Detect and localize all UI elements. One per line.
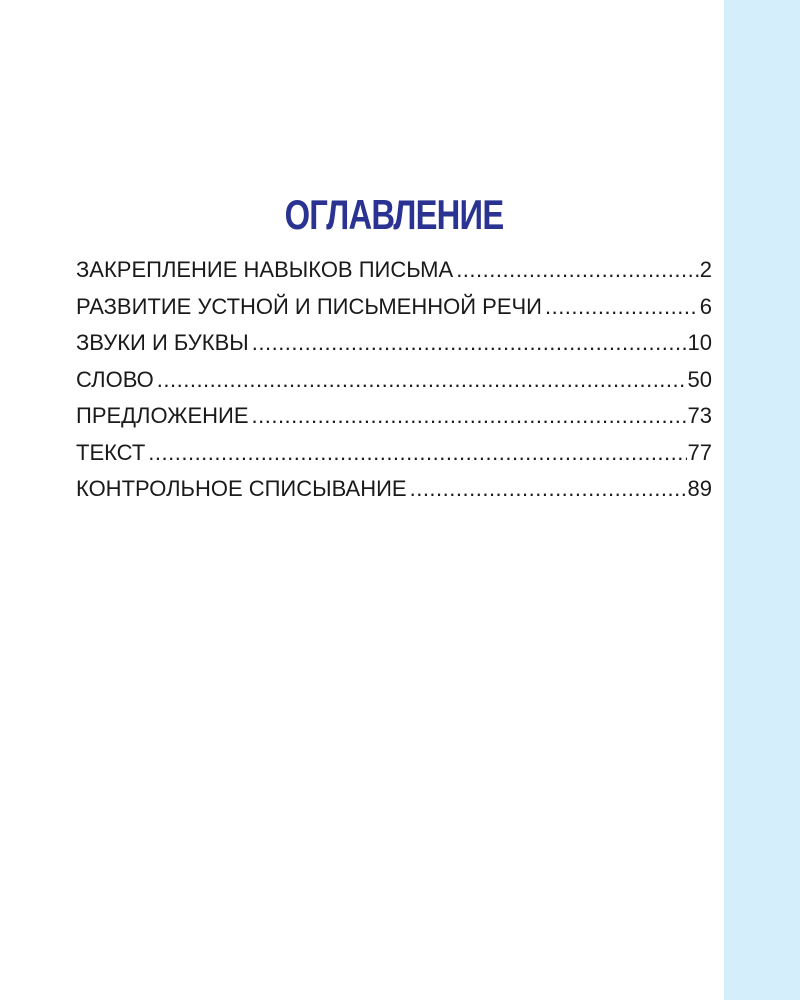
- dot-leader: [410, 471, 687, 508]
- toc-entry-label: ЗВУКИ И БУКВЫ: [76, 330, 249, 355]
- toc-entry-label: РАЗВИТИЕ УСТНОЙ И ПИСЬМЕННОЙ РЕЧИ: [76, 293, 542, 319]
- toc-entry-speech-development: [76, 289, 712, 326]
- toc-entry-label: КОНТРОЛЬНОЕ СПИСЫВАНИЕ: [76, 476, 407, 501]
- toc-entry-page: 10: [687, 330, 712, 355]
- dot-leader: [252, 325, 687, 362]
- toc-entry-page: 77: [687, 439, 712, 465]
- toc-entry-text: [76, 435, 712, 472]
- dot-leader: [252, 398, 687, 435]
- toc-entry-label: ПРЕДЛОЖЕНИЕ: [76, 403, 249, 428]
- dot-leader: [157, 362, 687, 399]
- toc-entry-writing-skills: [76, 252, 712, 289]
- toc-entry-label: СЛОВО: [76, 366, 154, 392]
- toc-entry-label: ТЕКСТ: [76, 439, 146, 465]
- toc-entry-page: 50: [687, 366, 712, 392]
- toc-entry-page: 6: [699, 293, 712, 319]
- table-of-contents: [76, 252, 712, 508]
- dot-leader: [545, 289, 699, 326]
- toc-entry-page: 73: [687, 403, 712, 428]
- toc-entry-sentence: [76, 398, 712, 435]
- toc-entry-sounds-letters: [76, 325, 712, 362]
- toc-entry-page: 2: [699, 257, 712, 282]
- dot-leader: [148, 435, 686, 472]
- toc-entry-word: [76, 362, 712, 399]
- toc-entry-label: ЗАКРЕПЛЕНИЕ НАВЫКОВ ПИСЬМА: [76, 257, 454, 282]
- dot-leader: [456, 252, 699, 289]
- toc-entry-page: 89: [687, 476, 712, 501]
- toc-entry-control-copying: [76, 471, 712, 508]
- page-title: ОГЛАВЛЕНИЕ: [284, 191, 504, 238]
- side-color-strip: [724, 0, 800, 1000]
